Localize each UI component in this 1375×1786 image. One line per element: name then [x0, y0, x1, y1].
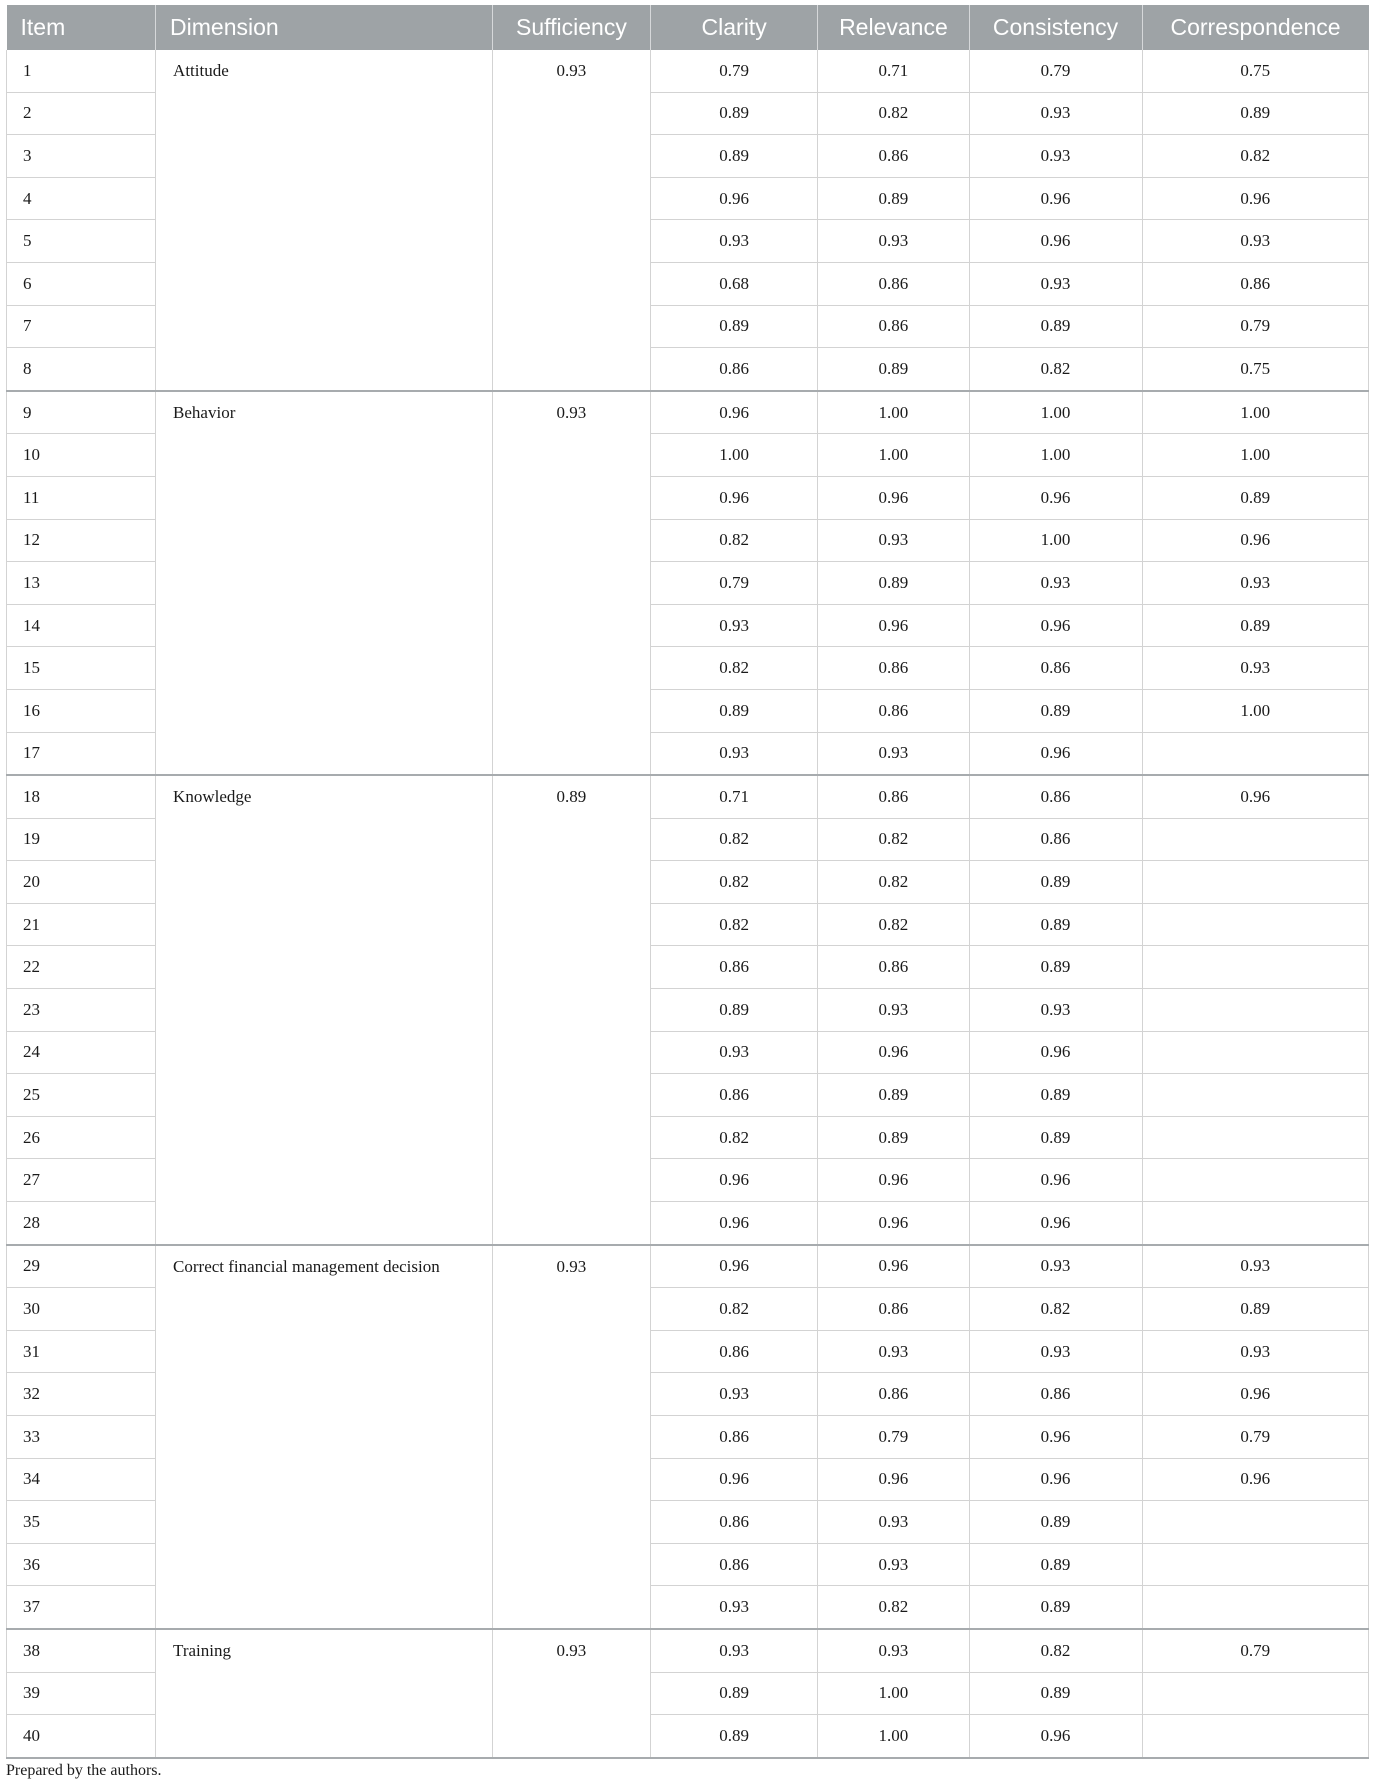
relevance-cell: 0.96	[818, 1458, 969, 1501]
clarity-cell: 0.93	[651, 220, 818, 263]
item-number-cell: 19	[7, 818, 156, 861]
relevance-cell: 0.93	[818, 1330, 969, 1373]
item-number-cell: 30	[7, 1288, 156, 1331]
consistency-cell: 0.93	[969, 262, 1142, 305]
consistency-cell: 0.93	[969, 92, 1142, 135]
item-number-cell: 23	[7, 989, 156, 1032]
correspondence-cell	[1142, 861, 1368, 904]
consistency-cell: 0.89	[969, 689, 1142, 732]
relevance-cell: 0.86	[818, 305, 969, 348]
relevance-cell: 0.96	[818, 1031, 969, 1074]
correspondence-cell: 0.93	[1142, 647, 1368, 690]
consistency-cell: 0.93	[969, 135, 1142, 178]
correspondence-cell: 0.96	[1142, 775, 1368, 818]
relevance-cell: 0.89	[818, 348, 969, 391]
relevance-cell: 0.86	[818, 689, 969, 732]
item-number-cell: 36	[7, 1543, 156, 1586]
relevance-cell: 0.86	[818, 1288, 969, 1331]
item-number-cell: 4	[7, 177, 156, 220]
correspondence-cell: 0.75	[1142, 348, 1368, 391]
consistency-cell: 0.89	[969, 1672, 1142, 1715]
table-row	[7, 50, 1369, 92]
relevance-cell: 0.89	[818, 1074, 969, 1117]
clarity-cell: 0.86	[651, 1330, 818, 1373]
clarity-cell: 0.96	[651, 1245, 818, 1288]
clarity-cell: 0.89	[651, 989, 818, 1032]
item-number-cell: 11	[7, 476, 156, 519]
relevance-cell: 0.96	[818, 604, 969, 647]
consistency-cell: 0.96	[969, 1458, 1142, 1501]
item-number-cell: 13	[7, 562, 156, 605]
item-number-cell: 29	[7, 1245, 156, 1288]
item-number-cell: 6	[7, 262, 156, 305]
correspondence-cell: 0.79	[1142, 1416, 1368, 1459]
correspondence-cell	[1142, 1543, 1368, 1586]
consistency-cell: 0.96	[969, 1159, 1142, 1202]
correspondence-cell: 0.86	[1142, 262, 1368, 305]
item-number-cell: 27	[7, 1159, 156, 1202]
item-number-cell: 21	[7, 903, 156, 946]
item-number-cell: 14	[7, 604, 156, 647]
relevance-cell: 0.93	[818, 519, 969, 562]
clarity-cell: 0.82	[651, 903, 818, 946]
correspondence-cell	[1142, 1501, 1368, 1544]
relevance-cell: 0.82	[818, 92, 969, 135]
clarity-cell: 0.89	[651, 92, 818, 135]
correspondence-cell: 0.93	[1142, 1330, 1368, 1373]
consistency-cell: 0.79	[969, 50, 1142, 92]
relevance-cell: 0.89	[818, 1116, 969, 1159]
item-number-cell: 10	[7, 434, 156, 477]
item-number-cell: 18	[7, 775, 156, 818]
item-number-cell: 5	[7, 220, 156, 263]
clarity-cell: 0.86	[651, 1074, 818, 1117]
clarity-cell: 0.93	[651, 732, 818, 775]
sufficiency-cell: 0.93	[492, 50, 650, 391]
consistency-cell: 0.86	[969, 775, 1142, 818]
consistency-cell: 0.89	[969, 1586, 1142, 1629]
relevance-cell: 0.82	[818, 861, 969, 904]
correspondence-cell: 0.96	[1142, 1373, 1368, 1416]
item-number-cell: 16	[7, 689, 156, 732]
dimension-cell: Training	[156, 1629, 493, 1758]
relevance-cell: 1.00	[818, 391, 969, 434]
clarity-cell: 0.79	[651, 562, 818, 605]
correspondence-cell: 0.96	[1142, 1458, 1368, 1501]
item-number-cell: 39	[7, 1672, 156, 1715]
clarity-cell: 0.71	[651, 775, 818, 818]
consistency-cell: 0.96	[969, 1715, 1142, 1758]
item-number-cell: 25	[7, 1074, 156, 1117]
clarity-cell: 0.89	[651, 689, 818, 732]
validity-table	[6, 5, 1369, 1759]
item-number-cell: 17	[7, 732, 156, 775]
consistency-cell: 0.89	[969, 1501, 1142, 1544]
correspondence-cell: 0.79	[1142, 1629, 1368, 1672]
consistency-cell: 0.96	[969, 177, 1142, 220]
sufficiency-cell: 0.89	[492, 775, 650, 1245]
consistency-cell: 0.86	[969, 1373, 1142, 1416]
footnote: Prepared by the authors.	[6, 1762, 162, 1779]
relevance-cell: 0.93	[818, 989, 969, 1032]
item-number-cell: 9	[7, 391, 156, 434]
item-number-cell: 7	[7, 305, 156, 348]
relevance-cell: 0.86	[818, 262, 969, 305]
correspondence-cell: 0.93	[1142, 562, 1368, 605]
consistency-cell: 1.00	[969, 391, 1142, 434]
consistency-cell: 0.89	[969, 305, 1142, 348]
consistency-cell: 0.82	[969, 1629, 1142, 1672]
clarity-cell: 0.93	[651, 1031, 818, 1074]
clarity-cell: 0.96	[651, 1458, 818, 1501]
header-clarity: Clarity	[651, 5, 818, 50]
item-number-cell: 22	[7, 946, 156, 989]
correspondence-cell: 0.96	[1142, 177, 1368, 220]
table-row	[7, 391, 1369, 434]
correspondence-cell: 0.96	[1142, 519, 1368, 562]
dimension-cell: Correct financial management decision	[156, 1245, 493, 1629]
item-number-cell: 37	[7, 1586, 156, 1629]
consistency-cell: 0.89	[969, 903, 1142, 946]
clarity-cell: 0.86	[651, 946, 818, 989]
header-sufficiency: Sufficiency	[492, 5, 650, 50]
correspondence-cell: 0.79	[1142, 305, 1368, 348]
header-row	[7, 5, 1369, 50]
item-number-cell: 2	[7, 92, 156, 135]
clarity-cell: 0.96	[651, 1159, 818, 1202]
consistency-cell: 0.86	[969, 647, 1142, 690]
relevance-cell: 0.82	[818, 903, 969, 946]
clarity-cell: 0.96	[651, 391, 818, 434]
clarity-cell: 0.93	[651, 1629, 818, 1672]
clarity-cell: 0.89	[651, 135, 818, 178]
consistency-cell: 0.96	[969, 732, 1142, 775]
sufficiency-cell: 0.93	[492, 1245, 650, 1629]
correspondence-cell: 0.89	[1142, 476, 1368, 519]
header-relevance: Relevance	[818, 5, 969, 50]
item-number-cell: 38	[7, 1629, 156, 1672]
relevance-cell: 0.71	[818, 50, 969, 92]
consistency-cell: 0.89	[969, 861, 1142, 904]
consistency-cell: 0.93	[969, 562, 1142, 605]
item-number-cell: 20	[7, 861, 156, 904]
correspondence-cell: 0.82	[1142, 135, 1368, 178]
correspondence-cell: 0.89	[1142, 1288, 1368, 1331]
item-number-cell: 33	[7, 1416, 156, 1459]
relevance-cell: 0.86	[818, 135, 969, 178]
relevance-cell: 0.93	[818, 1501, 969, 1544]
relevance-cell: 0.79	[818, 1416, 969, 1459]
correspondence-cell: 1.00	[1142, 391, 1368, 434]
correspondence-cell	[1142, 1116, 1368, 1159]
sufficiency-cell: 0.93	[492, 1629, 650, 1758]
item-number-cell: 8	[7, 348, 156, 391]
consistency-cell: 0.89	[969, 1116, 1142, 1159]
correspondence-cell	[1142, 1715, 1368, 1758]
clarity-cell: 0.89	[651, 1715, 818, 1758]
table-row	[7, 775, 1369, 818]
correspondence-cell	[1142, 1672, 1368, 1715]
relevance-cell: 0.86	[818, 775, 969, 818]
clarity-cell: 0.82	[651, 861, 818, 904]
item-number-cell: 1	[7, 50, 156, 92]
header-correspondence: Correspondence	[1142, 5, 1368, 50]
correspondence-cell: 0.75	[1142, 50, 1368, 92]
correspondence-cell	[1142, 1074, 1368, 1117]
correspondence-cell	[1142, 1202, 1368, 1245]
dimension-cell: Attitude	[156, 50, 493, 391]
consistency-cell: 0.93	[969, 989, 1142, 1032]
relevance-cell: 0.86	[818, 647, 969, 690]
item-number-cell: 28	[7, 1202, 156, 1245]
consistency-cell: 0.89	[969, 946, 1142, 989]
consistency-cell: 0.86	[969, 818, 1142, 861]
clarity-cell: 0.96	[651, 177, 818, 220]
clarity-cell: 0.86	[651, 1501, 818, 1544]
correspondence-cell	[1142, 732, 1368, 775]
relevance-cell: 0.93	[818, 732, 969, 775]
consistency-cell: 0.96	[969, 604, 1142, 647]
consistency-cell: 0.96	[969, 220, 1142, 263]
consistency-cell: 0.96	[969, 1416, 1142, 1459]
relevance-cell: 0.93	[818, 1543, 969, 1586]
clarity-cell: 1.00	[651, 434, 818, 477]
relevance-cell: 1.00	[818, 1672, 969, 1715]
consistency-cell: 0.89	[969, 1543, 1142, 1586]
correspondence-cell	[1142, 1586, 1368, 1629]
consistency-cell: 0.96	[969, 476, 1142, 519]
dimension-cell: Behavior	[156, 391, 493, 775]
relevance-cell: 1.00	[818, 1715, 969, 1758]
clarity-cell: 0.82	[651, 1116, 818, 1159]
correspondence-cell: 0.93	[1142, 1245, 1368, 1288]
consistency-cell: 0.93	[969, 1245, 1142, 1288]
correspondence-cell	[1142, 818, 1368, 861]
table-row	[7, 1629, 1369, 1672]
dimension-cell: Knowledge	[156, 775, 493, 1245]
clarity-cell: 0.68	[651, 262, 818, 305]
clarity-cell: 0.82	[651, 647, 818, 690]
correspondence-cell	[1142, 989, 1368, 1032]
correspondence-cell: 0.89	[1142, 92, 1368, 135]
clarity-cell: 0.86	[651, 1416, 818, 1459]
item-number-cell: 32	[7, 1373, 156, 1416]
consistency-cell: 0.96	[969, 1202, 1142, 1245]
relevance-cell: 0.86	[818, 1373, 969, 1416]
correspondence-cell	[1142, 1031, 1368, 1074]
clarity-cell: 0.82	[651, 519, 818, 562]
item-number-cell: 24	[7, 1031, 156, 1074]
item-number-cell: 3	[7, 135, 156, 178]
correspondence-cell	[1142, 946, 1368, 989]
clarity-cell: 0.82	[651, 818, 818, 861]
clarity-cell: 0.96	[651, 1202, 818, 1245]
correspondence-cell: 0.89	[1142, 604, 1368, 647]
clarity-cell: 0.82	[651, 1288, 818, 1331]
item-number-cell: 40	[7, 1715, 156, 1758]
clarity-cell: 0.86	[651, 348, 818, 391]
relevance-cell: 0.86	[818, 946, 969, 989]
relevance-cell: 0.93	[818, 1629, 969, 1672]
clarity-cell: 0.96	[651, 476, 818, 519]
correspondence-cell: 1.00	[1142, 689, 1368, 732]
item-number-cell: 26	[7, 1116, 156, 1159]
consistency-cell: 1.00	[969, 519, 1142, 562]
table-body	[7, 50, 1369, 1758]
relevance-cell: 0.93	[818, 220, 969, 263]
relevance-cell: 1.00	[818, 434, 969, 477]
header-dimension: Dimension	[156, 5, 493, 50]
relevance-cell: 0.89	[818, 562, 969, 605]
clarity-cell: 0.89	[651, 305, 818, 348]
relevance-cell: 0.89	[818, 177, 969, 220]
item-number-cell: 15	[7, 647, 156, 690]
consistency-cell: 1.00	[969, 434, 1142, 477]
correspondence-cell	[1142, 903, 1368, 946]
item-number-cell: 35	[7, 1501, 156, 1544]
clarity-cell: 0.86	[651, 1543, 818, 1586]
item-number-cell: 12	[7, 519, 156, 562]
relevance-cell: 0.82	[818, 1586, 969, 1629]
correspondence-cell: 1.00	[1142, 434, 1368, 477]
relevance-cell: 0.96	[818, 1159, 969, 1202]
relevance-cell: 0.82	[818, 818, 969, 861]
header-consistency: Consistency	[969, 5, 1142, 50]
consistency-cell: 0.93	[969, 1330, 1142, 1373]
item-number-cell: 31	[7, 1330, 156, 1373]
consistency-cell: 0.82	[969, 1288, 1142, 1331]
clarity-cell: 0.79	[651, 50, 818, 92]
header-item: Item	[7, 5, 156, 50]
relevance-cell: 0.96	[818, 476, 969, 519]
relevance-cell: 0.96	[818, 1202, 969, 1245]
consistency-cell: 0.89	[969, 1074, 1142, 1117]
data-table-container	[6, 5, 1369, 1759]
consistency-cell: 0.82	[969, 348, 1142, 391]
clarity-cell: 0.89	[651, 1672, 818, 1715]
consistency-cell: 0.96	[969, 1031, 1142, 1074]
correspondence-cell: 0.93	[1142, 220, 1368, 263]
item-number-cell: 34	[7, 1458, 156, 1501]
correspondence-cell	[1142, 1159, 1368, 1202]
sufficiency-cell: 0.93	[492, 391, 650, 775]
clarity-cell: 0.93	[651, 1373, 818, 1416]
clarity-cell: 0.93	[651, 604, 818, 647]
clarity-cell: 0.93	[651, 1586, 818, 1629]
table-row	[7, 1245, 1369, 1288]
relevance-cell: 0.96	[818, 1245, 969, 1288]
